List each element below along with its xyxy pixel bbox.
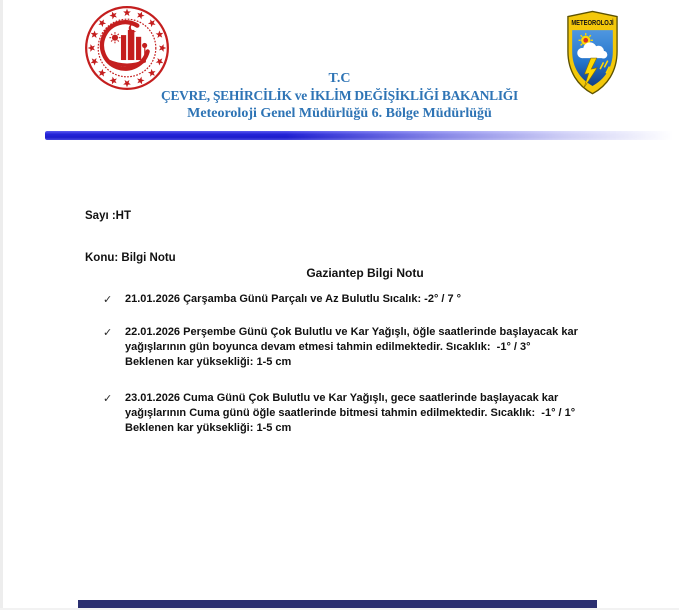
list-item <box>103 391 623 436</box>
check-icon: ✓ <box>103 293 113 306</box>
bullet-text <box>125 391 575 436</box>
meteoroloji-label: METEOROLOJİ <box>571 18 614 28</box>
bullet-list <box>103 292 623 436</box>
letterhead <box>0 70 679 123</box>
bullet-text-line: 22.01.2026 Perşembe Günü Çok Bulutlu ve Kar Yağışlı, öğle saatlerinde başlayacak kar <box>125 326 578 338</box>
bullet-text <box>125 325 578 370</box>
title-directorate: Meteoroloji Genel Müdürlüğü 6. Bölge Müdürlüğü <box>187 106 492 121</box>
sayi-line: Sayı :HT <box>85 210 132 222</box>
bullet-text-line: Beklenen kar yüksekliği: 1-5 cm <box>125 422 292 434</box>
bullet-text-line: 23.01.2026 Cuma Günü Çok Bulutlu ve Kar Yağışlı, gece saatlerinde başlayacak kar <box>125 392 559 404</box>
footer-bar <box>78 600 597 608</box>
header-divider-bar <box>45 131 679 140</box>
document-heading: Gaziantep Bilgi Notu <box>306 266 424 280</box>
bullet-text-line: 21.01.2026 Çarşamba Günü Parçalı ve Az Bulutlu Sıcalık: -2° / 7 ° <box>125 293 462 305</box>
check-icon: ✓ <box>103 392 113 405</box>
bullet-text-line: yağışlarının Cuma günü öğle saatlerinde bitmesi tahmin edilmektedir. Sıcaklık: -1° / 1° <box>125 407 576 419</box>
bullet-text-line: Beklenen kar yüksekliği: 1-5 cm <box>125 356 292 368</box>
list-item <box>103 325 623 370</box>
title-ministry: ÇEVRE, ŞEHİRCİLİK ve İKLİM DEĞİŞİKLİĞİ BAKANLIĞI <box>161 88 518 103</box>
title-tc: T.C <box>328 71 351 86</box>
bullet-text <box>125 292 461 307</box>
list-item <box>103 292 623 307</box>
konu-line: Konu: Bilgi Notu <box>85 252 176 264</box>
check-icon: ✓ <box>103 326 113 339</box>
bullet-text-line: yağışlarının gün boyunca devam etmesi tahmin edilmektedir. Sıcaklık: -1° / 3° <box>125 341 531 353</box>
